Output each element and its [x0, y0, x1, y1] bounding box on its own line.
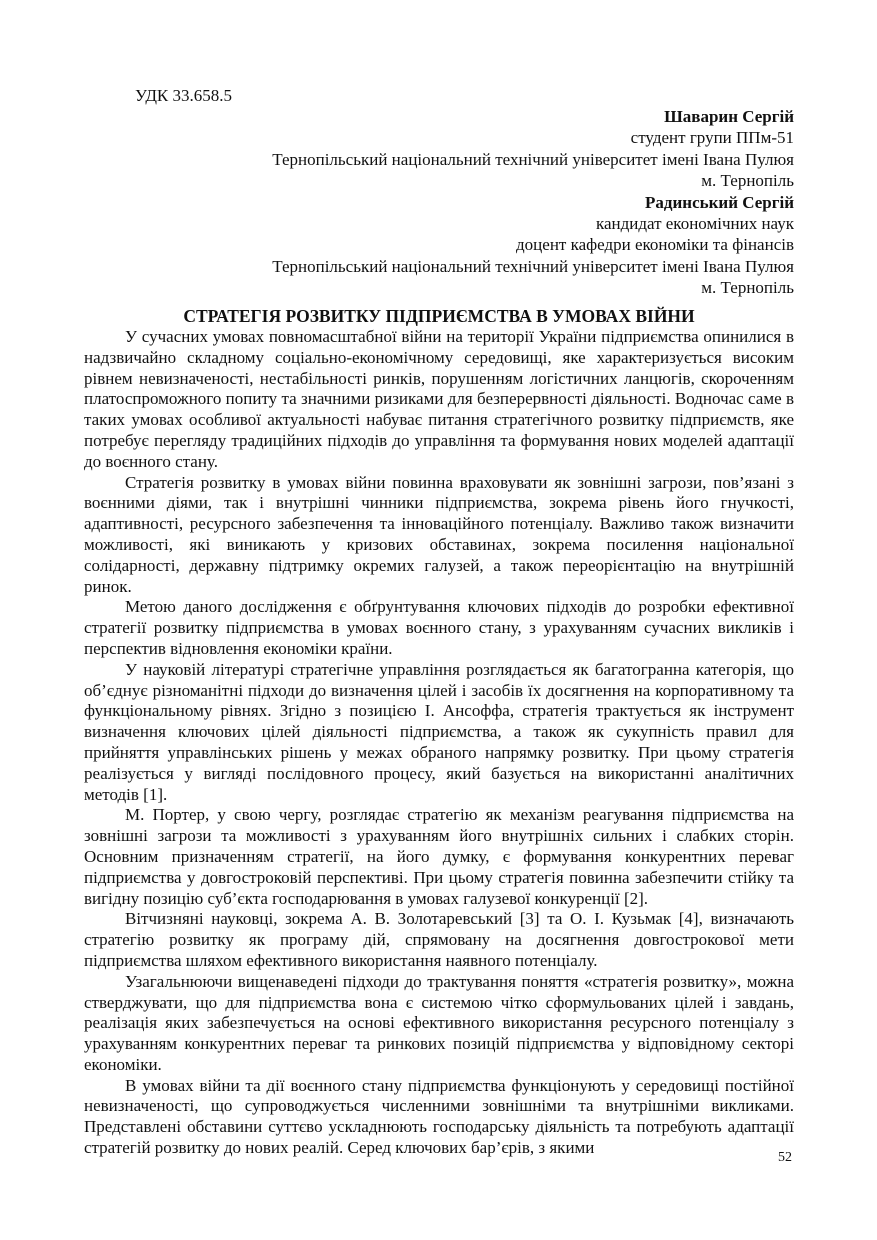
author-affiliation-line: м. Тернопіль	[701, 171, 794, 191]
author-block	[174, 106, 794, 299]
author-affiliation-line: доцент кафедри економіки та фінансів	[516, 235, 794, 255]
udk-code: УДК 33.658.5	[135, 86, 233, 105]
body-paragraph: У сучасних умовах повномасштабної війни на території України підприємства опинилися в надзвичайно складному соціально-економічному середовищі, яке характеризується високим рівнем невизначеності, нестабільності ринків, порушенням логістичних ланцюгів, скороченням платоспроможного попиту та значними ризиками для безперервності діяльності. Водночас саме в таких умовах особливої актуальності набуває питання стратегічного розвитку підприємств, яке потребує перегляду традиційних підходів до управління та формування нових моделей адаптації до воєнного стану.	[84, 327, 794, 471]
body-paragraph: Стратегія розвитку в умовах війни повинна враховувати як зовнішні загрози, пов’язані з воєнними діями, так і внутрішні чинники підприємства, зокрема рівень його гнучкості, адаптивності, ресурсного забезпечення та інноваційного потенціалу. Важливо також визначити можливості, які виникають у кризових обставинах, зокрема посилення національної солідарності, державну підтримку окремих галузей, а також переорієнтацію на внутрішній ринок.	[84, 472, 794, 596]
author-name: Шаварин Сергій	[664, 107, 794, 126]
article-body	[84, 327, 794, 1159]
page-number: 52	[778, 1150, 792, 1165]
author-affiliation-line: м. Тернопіль	[701, 278, 794, 298]
author-affiliation-line: Тернопільський національний технічний університет імені Івана Пулюя	[272, 256, 794, 276]
author-affiliation-line: кандидат економічних наук	[595, 214, 794, 234]
body-paragraph: Вітчизняні науковці, зокрема А. В. Золотаревський [3] та О. І. Кузьмак [4], визначають стратегію розвитку як програму дій, спрямовану на досягнення довгострокової мети підприємства шляхом ефективного використання наявного потенціалу.	[84, 909, 794, 970]
body-paragraph: Метою даного дослідження є обґрунтування ключових підходів до розробки ефективної стратегії розвитку підприємства в умовах воєнного стану, з урахуванням сучасних викликів і перспектив відновлення економіки країни.	[84, 597, 794, 658]
author-affiliation-line: студент групи ППм-51	[630, 128, 794, 148]
author-affiliation-line: Тернопільський національний технічний університет імені Івана Пулюя	[272, 149, 794, 169]
article-title: СТРАТЕГІЯ РОЗВИТКУ ПІДПРИЄМСТВА В УМОВАХ ВІЙНИ	[183, 306, 695, 326]
body-paragraph: М. Портер, у свою чергу, розглядає стратегію як механізм реагування підприємства на зовнішні загрози та можливості з урахуванням його внутрішніх сильних і слабких сторін. Основним призначенням стратегії, на його думку, є формування конкурентних переваг підприємства у довгостроковій перспективі. При цьому стратегія повинна забезпечити стійку та вигідну позицію суб’єкта господарювання в умовах галузевої конкуренції [2].	[84, 805, 794, 908]
body-paragraph: В умовах війни та дії воєнного стану підприємства функціонують у середовищі постійної невизначеності, що супроводжується численними зовнішніми та внутрішніми викликами. Представлені обставини суттєво ускладнюють господарську діяльність та потребують адаптації стратегій розвитку до нових реалій. Серед ключових бар’єрів, з якими	[84, 1075, 794, 1158]
author-name: Радинський Сергій	[645, 192, 794, 212]
body-paragraph: У науковій літературі стратегічне управління розглядається як багатогранна категорія, що об’єднує різноманітні підходи до визначення цілей і засобів їх досягнення на корпоративному та функціональному рівнях. Згідно з позицією І. Ансоффа, стратегія трактується як інструмент визначення ключових цілей діяльності підприємства, а також як сукупність правил для прийняття управлінських рішень у межах обраного напрямку розвитку. При цьому стратегія реалізується у вигляді послідовного процесу, який базується на використанні аналітичних методів [1].	[84, 659, 794, 804]
body-paragraph: Узагальнюючи вищенаведені підходи до трактування поняття «стратегія розвитку», можна стверджувати, що для підприємства вона є системою чітко сформульованих цілей і завдань, реалізація яких забезпечується на основі ефективного використання ресурсного потенціалу з урахуванням конкурентних переваг та ринкових позицій підприємства у відповідному секторі економіки.	[84, 971, 794, 1074]
